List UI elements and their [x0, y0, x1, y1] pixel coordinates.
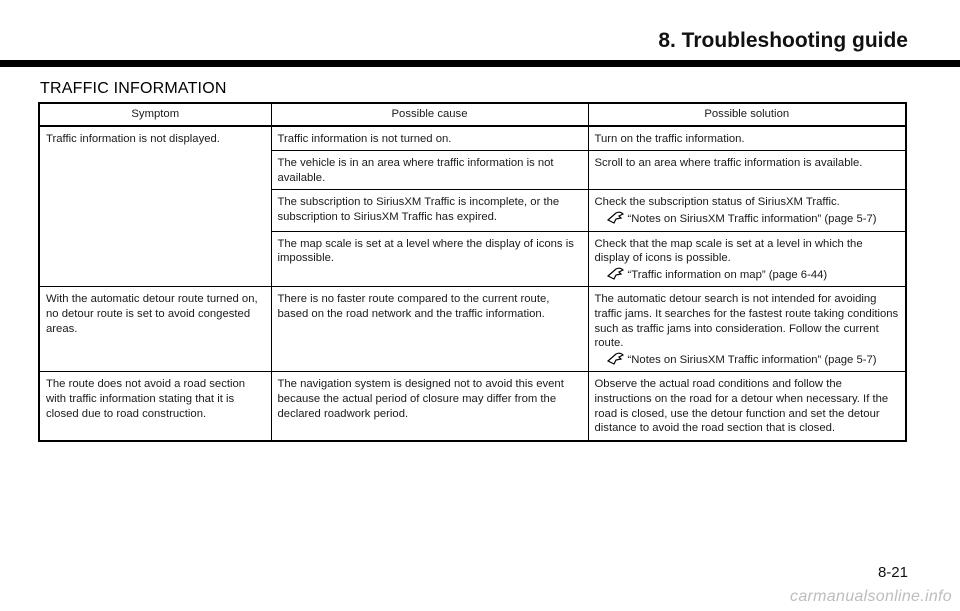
page-number: 8-21 [877, 564, 908, 581]
troubleshooting-table [38, 102, 907, 442]
page-reference[interactable] [595, 211, 900, 227]
cause-cell: The vehicle is in an area where traffic information is not available. [271, 151, 588, 190]
solution-cell: Turn on the traffic information. [588, 126, 906, 151]
watermark: carmanualsonline.info [790, 588, 952, 605]
reference-text: “Notes on SiriusXM Traffic information” (page 5-7) [627, 212, 877, 225]
solution-cell: Observe the actual road conditions and follow the instructions on the road for a detour when necessary. If the road is closed, use the detour function and set the detour distance to avoid the road section that is closed. [588, 372, 906, 441]
header-possible-cause: Possible cause [271, 103, 588, 126]
reference-text: “Notes on SiriusXM Traffic information” (page 5-7) [627, 353, 877, 366]
solution-cell [588, 231, 906, 287]
reference-pointer-icon [607, 211, 625, 225]
solution-cell [588, 190, 906, 231]
solution-cell [588, 287, 906, 372]
cause-cell: The subscription to SiriusXM Traffic is incomplete, or the subscription to SiriusXM Traffic has expired. [271, 190, 588, 231]
cause-cell: The map scale is set at a level where the display of icons is impossible. [271, 231, 588, 287]
table-row [39, 372, 906, 441]
symptom-cell: With the automatic detour route turned on, no detour route is set to avoid congested areas. [39, 287, 271, 372]
table-header-row [39, 103, 906, 126]
header-symptom: Symptom [39, 103, 271, 126]
header-divider [0, 60, 960, 67]
symptom-cell: The route does not avoid a road section with traffic information stating that it is closed due to road construction. [39, 372, 271, 441]
solution-text: The automatic detour search is not intended for avoiding traffic jams. It searches for the fastest route taking conditions such as traffic jams into consideration. Follow the current route. [594, 293, 899, 350]
table-row [39, 287, 906, 372]
reference-pointer-icon [607, 352, 625, 366]
header-possible-solution: Possible solution [588, 103, 906, 126]
symptom-cell: Traffic information is not displayed. [39, 126, 271, 287]
reference-pointer-icon [607, 267, 625, 281]
page-reference[interactable] [595, 352, 900, 368]
solution-cell: Scroll to an area where traffic information is available. [588, 151, 906, 190]
section-title: TRAFFIC INFORMATION [40, 80, 227, 97]
cause-cell: There is no faster route compared to the current route, based on the road network and the traffic information. [271, 287, 588, 372]
page-header-title: 8. Troubleshooting guide [658, 29, 908, 52]
table-row [39, 126, 906, 151]
page-reference[interactable] [595, 267, 900, 283]
solution-text: Check the subscription status of SiriusXM Traffic. [594, 196, 840, 209]
solution-text: Check that the map scale is set at a level in which the display of icons is possible. [594, 237, 863, 265]
reference-text: “Traffic information on map” (page 6-44) [627, 268, 828, 281]
cause-cell: Traffic information is not turned on. [271, 126, 588, 151]
cause-cell: The navigation system is designed not to avoid this event because the actual period of closure may differ from the declared roadwork period. [271, 372, 588, 441]
